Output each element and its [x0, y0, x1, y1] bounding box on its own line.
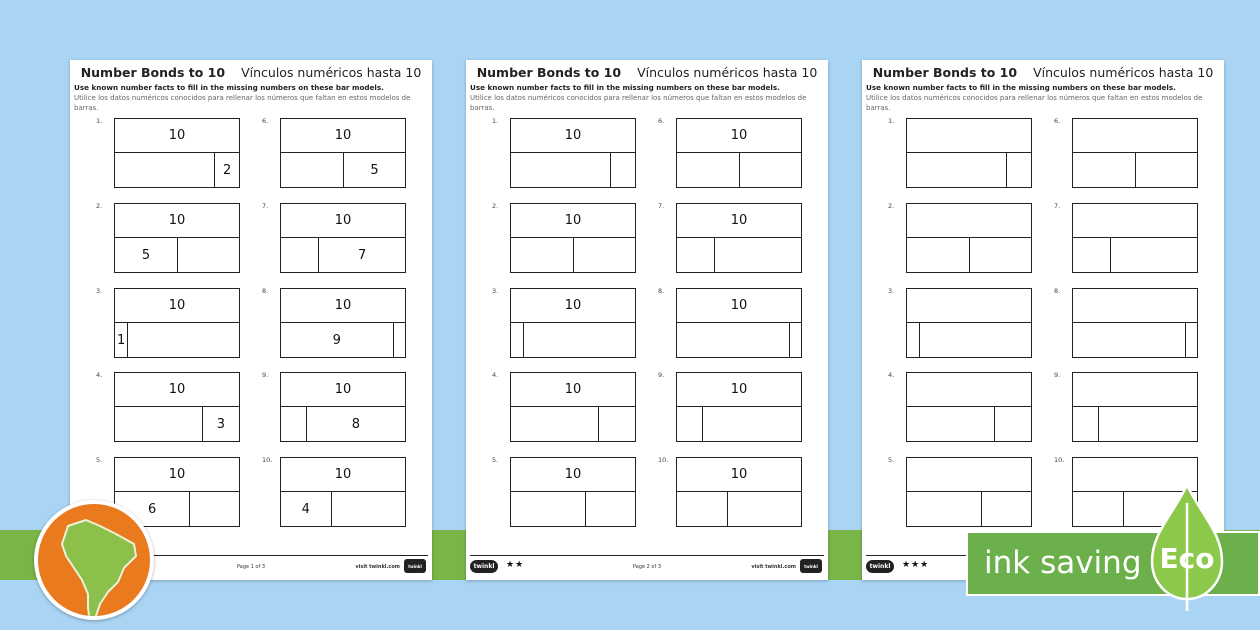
bar-whole	[1072, 372, 1198, 407]
bar-part: 5	[343, 153, 405, 187]
bar-part	[573, 238, 635, 272]
bar-whole	[906, 288, 1032, 323]
bar-parts	[510, 322, 636, 358]
bar-part	[677, 238, 714, 272]
bar-part	[281, 238, 318, 272]
bar-whole	[1072, 118, 1198, 153]
bar-part	[1135, 153, 1197, 187]
bar-model-question	[96, 371, 240, 442]
bar-part	[994, 407, 1031, 441]
question-number: 4.	[888, 371, 895, 379]
bar-part	[907, 407, 994, 441]
bar-part	[598, 407, 635, 441]
bar-parts	[676, 152, 802, 188]
bar-model-question	[96, 287, 240, 358]
bar-whole: 10	[510, 372, 636, 407]
bar-part	[981, 492, 1031, 526]
bar-part	[727, 492, 801, 526]
bar-parts	[906, 237, 1032, 273]
bar-whole: 10	[114, 118, 240, 153]
bar-parts	[510, 152, 636, 188]
bar-model-question	[262, 117, 406, 188]
bar-model-question	[262, 202, 406, 273]
bar-part	[919, 323, 1031, 357]
bar-whole: 10	[676, 203, 802, 238]
bar-whole: 10	[280, 118, 406, 153]
bar-parts	[280, 152, 406, 188]
question-number: 2.	[888, 202, 895, 210]
question-number: 4.	[96, 371, 103, 379]
question-number: 1.	[492, 117, 499, 125]
question-number: 9.	[262, 371, 269, 379]
bar-model-question	[658, 117, 802, 188]
bar-part	[511, 492, 585, 526]
south-america-continent-icon	[34, 500, 154, 620]
footer-site-link: visit twinkl.com	[751, 564, 796, 570]
title-english: Number Bonds to 10	[80, 65, 226, 80]
bar-whole: 10	[280, 288, 406, 323]
bar-part	[702, 407, 801, 441]
twinkl-logo: twinkl	[800, 559, 822, 573]
bar-model-question	[888, 287, 1032, 358]
bar-model-question	[888, 117, 1032, 188]
bar-part	[907, 238, 969, 272]
question-number: 2.	[492, 202, 499, 210]
bar-part	[789, 323, 801, 357]
bar-part	[511, 407, 598, 441]
question-number: 3.	[492, 287, 499, 295]
bar-parts	[1072, 406, 1198, 442]
bar-part	[969, 238, 1031, 272]
twinkl-logo: twinkl	[470, 560, 498, 573]
bar-whole: 10	[510, 288, 636, 323]
question-number: 10.	[262, 456, 273, 464]
bar-parts	[1072, 152, 1198, 188]
question-number: 6.	[262, 117, 269, 125]
question-number: 8.	[658, 287, 665, 295]
question-number: 7.	[658, 202, 665, 210]
bar-whole: 10	[676, 118, 802, 153]
title-spanish: Vínculos numéricos hasta 10	[241, 65, 422, 80]
bar-part: 2	[214, 153, 239, 187]
bar-part	[739, 153, 801, 187]
bar-part	[127, 323, 239, 357]
question-number: 8.	[262, 287, 269, 295]
bar-part	[677, 407, 702, 441]
bar-part	[1185, 323, 1197, 357]
bar-part: 9	[332, 332, 341, 348]
bar-parts	[114, 322, 240, 358]
bar-part: 1	[117, 332, 126, 348]
bar-model-question	[888, 202, 1032, 273]
bar-part: 6	[148, 501, 157, 517]
bar-model-question	[1054, 287, 1198, 358]
bar-parts	[906, 322, 1032, 358]
bar-part	[1098, 407, 1197, 441]
bar-part	[677, 153, 739, 187]
bar-part	[677, 323, 789, 357]
bar-parts	[510, 237, 636, 273]
bar-whole: 10	[676, 372, 802, 407]
bar-model-question	[658, 371, 802, 442]
worksheet-page-2	[466, 60, 828, 580]
bar-parts	[114, 406, 240, 442]
bar-part	[281, 407, 306, 441]
bar-whole: 10	[676, 457, 802, 492]
bar-whole	[906, 118, 1032, 153]
bar-parts	[510, 406, 636, 442]
bar-whole: 10	[510, 118, 636, 153]
bar-part	[115, 153, 214, 187]
bar-part: 3	[202, 407, 239, 441]
bar-part	[393, 323, 405, 357]
bar-model-question	[658, 287, 802, 358]
bar-parts	[676, 491, 802, 527]
bar-part	[511, 153, 610, 187]
question-number: 10.	[658, 456, 669, 464]
instructions-spanish: Utilice los datos numéricos conocidos para rellenar los números que faltan en estos modelos de barras.	[470, 94, 807, 112]
bar-whole: 10	[510, 203, 636, 238]
bar-part: 5	[141, 247, 151, 263]
bar-part	[907, 153, 1006, 187]
instructions-english: Use known number facts to fill in the missing numbers on these bar models.	[866, 83, 1176, 92]
bar-parts	[906, 152, 1032, 188]
bar-parts	[906, 406, 1032, 442]
bar-parts	[114, 152, 240, 188]
footer-site-link: visit twinkl.com	[355, 564, 400, 570]
eco-label: Eco	[1159, 542, 1215, 575]
page-number: Page 1 of 3	[236, 564, 266, 570]
bar-part: 8	[306, 407, 405, 441]
question-number: 2.	[96, 202, 103, 210]
twinkl-logo: twinkl	[866, 560, 894, 573]
bar-part: 4	[301, 501, 310, 517]
question-number: 9.	[658, 371, 665, 379]
bar-model-question	[96, 202, 240, 273]
bar-part	[907, 492, 981, 526]
bar-part	[523, 323, 635, 357]
bar-parts	[1072, 322, 1198, 358]
difficulty-stars: ★★★	[902, 560, 930, 570]
bar-model-question	[96, 117, 240, 188]
bar-part	[511, 323, 523, 357]
page-number: Page 2 of 3	[632, 564, 662, 570]
bar-model-question	[492, 117, 636, 188]
bar-part	[1073, 238, 1110, 272]
worksheet-footer	[470, 555, 824, 577]
bar-part	[511, 238, 573, 272]
worksheet-title	[70, 65, 432, 80]
bar-parts	[114, 237, 240, 273]
bar-model-question	[658, 202, 802, 273]
bar-model-question	[492, 202, 636, 273]
bar-parts	[280, 237, 406, 273]
question-number: 7.	[262, 202, 269, 210]
bar-part	[281, 153, 343, 187]
bar-part	[331, 492, 405, 526]
bar-parts	[280, 322, 406, 358]
bar-whole: 10	[280, 457, 406, 492]
bar-parts	[1072, 237, 1198, 273]
question-number: 6.	[658, 117, 665, 125]
bar-parts	[676, 322, 802, 358]
bar-model-question	[492, 287, 636, 358]
bar-model-question	[262, 287, 406, 358]
question-number: 7.	[1054, 202, 1061, 210]
bar-part	[1073, 407, 1098, 441]
bar-parts	[510, 491, 636, 527]
question-number: 10.	[1054, 456, 1065, 464]
bar-whole: 10	[280, 372, 406, 407]
bar-part	[1073, 492, 1123, 526]
question-number: 3.	[96, 287, 103, 295]
bar-parts	[280, 406, 406, 442]
bar-model-question	[888, 456, 1032, 527]
bar-part	[189, 492, 239, 526]
title-spanish: Vínculos numéricos hasta 10	[1033, 65, 1214, 80]
difficulty-stars: ★★	[506, 560, 525, 570]
question-number: 8.	[1054, 287, 1061, 295]
instructions-spanish: Utilice los datos numéricos conocidos para rellenar los números que faltan en estos modelos de barras.	[866, 94, 1203, 112]
bar-part	[677, 492, 727, 526]
bar-whole: 10	[510, 457, 636, 492]
bar-part	[115, 407, 202, 441]
title-english: Number Bonds to 10	[476, 65, 622, 80]
bar-parts	[676, 237, 802, 273]
bar-model-question	[1054, 371, 1198, 442]
bar-part	[907, 323, 919, 357]
bar-part	[1110, 238, 1197, 272]
question-number: 9.	[1054, 371, 1061, 379]
bar-part	[585, 492, 635, 526]
question-number: 6.	[1054, 117, 1061, 125]
worksheet-page-1	[70, 60, 432, 580]
bar-part	[1006, 153, 1031, 187]
title-spanish: Vínculos numéricos hasta 10	[637, 65, 818, 80]
bar-model-question	[262, 371, 406, 442]
bar-whole: 10	[114, 457, 240, 492]
bar-whole	[906, 203, 1032, 238]
bar-whole	[906, 372, 1032, 407]
bar-part: 7	[318, 238, 405, 272]
question-number: 1.	[96, 117, 103, 125]
question-number: 5.	[888, 456, 895, 464]
bar-model-question	[1054, 117, 1198, 188]
title-english: Number Bonds to 10	[872, 65, 1018, 80]
bar-model-question	[658, 456, 802, 527]
bar-parts	[280, 491, 406, 527]
bar-part	[714, 238, 801, 272]
worksheet-title	[862, 65, 1224, 80]
bar-whole	[906, 457, 1032, 492]
bar-part	[610, 153, 635, 187]
bar-whole: 10	[114, 372, 240, 407]
question-number: 1.	[888, 117, 895, 125]
question-number: 5.	[96, 456, 103, 464]
bar-model-question	[492, 371, 636, 442]
bar-model-question	[492, 456, 636, 527]
bar-parts	[906, 491, 1032, 527]
bar-whole: 10	[676, 288, 802, 323]
question-number: 4.	[492, 371, 499, 379]
ink-saving-text: ink saving	[984, 545, 1142, 581]
bar-parts	[676, 406, 802, 442]
question-number: 5.	[492, 456, 499, 464]
bar-model-question	[888, 371, 1032, 442]
bar-whole: 10	[280, 203, 406, 238]
bar-whole: 10	[114, 203, 240, 238]
bar-whole	[1072, 288, 1198, 323]
instructions-spanish: Utilice los datos numéricos conocidos para rellenar los números que faltan en estos modelos de barras.	[74, 94, 411, 112]
bar-model-question	[262, 456, 406, 527]
bar-part	[1073, 153, 1135, 187]
instructions-english: Use known number facts to fill in the missing numbers on these bar models.	[470, 83, 780, 92]
bar-whole	[1072, 203, 1198, 238]
bar-model-question	[1054, 202, 1198, 273]
twinkl-logo: twinkl	[404, 559, 426, 573]
instructions-english: Use known number facts to fill in the missing numbers on these bar models.	[74, 83, 384, 92]
question-number: 3.	[888, 287, 895, 295]
worksheet-title	[466, 65, 828, 80]
bar-part	[1073, 323, 1185, 357]
bar-whole: 10	[114, 288, 240, 323]
bar-part	[177, 238, 239, 272]
